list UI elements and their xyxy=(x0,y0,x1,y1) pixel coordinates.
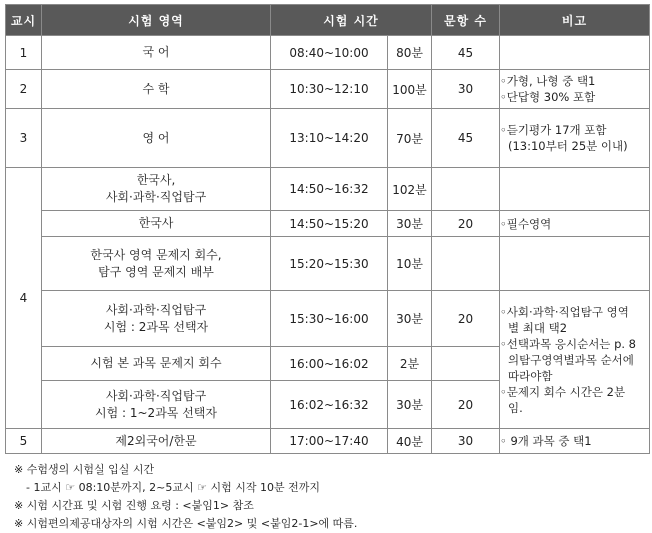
table-header-row xyxy=(6,5,650,36)
footnote-accommodation: ※ 시험편의제공대상자의 시험 시간은 <붙임2> 및 <붙임2-1>에 따름. xyxy=(14,517,358,530)
period-cell: 1 xyxy=(6,36,42,70)
duration-cell: 2분 xyxy=(388,347,432,381)
table-row xyxy=(6,109,650,168)
remark-line: 의탐구영역별과목 순서에 xyxy=(508,352,634,367)
area-text: 영 어 xyxy=(142,130,170,145)
footnote-entry-time: ※ 수험생의 시험실 입실 시간 xyxy=(14,463,155,476)
area-cell xyxy=(42,70,271,109)
remark-line: 임. xyxy=(508,400,523,415)
area-text: 사회·과학·직업탐구 xyxy=(105,190,207,204)
questions-cell xyxy=(432,168,500,211)
header-area: 시험 영역 xyxy=(42,5,271,36)
area-text: 국 어 xyxy=(142,45,170,59)
time-cell: 14:50~16:32 xyxy=(271,168,388,211)
questions-cell: 30 xyxy=(432,429,500,454)
time-cell: 15:20~15:30 xyxy=(271,237,388,291)
time-cell: 10:30~12:10 xyxy=(271,70,388,109)
duration-cell: 10분 xyxy=(388,237,432,291)
area-text: 제2외국어/한문 xyxy=(115,433,197,448)
questions-cell: 20 xyxy=(432,291,500,347)
table-row xyxy=(6,429,650,454)
exam-schedule-table xyxy=(5,4,650,454)
period-cell: 5 xyxy=(6,429,42,454)
remark-line: ◦문제지 회수 시간은 2분 xyxy=(500,384,626,399)
remark-line: ◦단답형 30% 포함 xyxy=(500,90,596,104)
area-text: 한국사, xyxy=(136,173,176,187)
period-cell: 3 xyxy=(6,109,42,168)
period-cell: 2 xyxy=(6,70,42,109)
table-row xyxy=(6,168,650,211)
area-cell xyxy=(42,291,271,347)
footnotes xyxy=(14,461,357,533)
time-cell: 16:00~16:02 xyxy=(271,347,388,381)
duration-cell: 30분 xyxy=(388,291,432,347)
table-row xyxy=(6,237,650,291)
table-row xyxy=(6,211,650,237)
questions-cell: 20 xyxy=(432,381,500,429)
area-text: 사회·과학·직업탐구 xyxy=(105,388,207,403)
area-cell xyxy=(42,429,271,454)
remarks-cell xyxy=(500,291,650,429)
questions-cell: 45 xyxy=(432,109,500,168)
remark-line: (13:10부터 25분 이내) xyxy=(508,139,628,153)
header-questions: 문항 수 xyxy=(432,5,500,36)
area-text: 시험 : 1~2과목 선택자 xyxy=(95,405,217,420)
questions-cell xyxy=(432,237,500,291)
remark-line: 별 최대 택2 xyxy=(508,320,568,335)
table-row xyxy=(6,291,650,347)
duration-cell: 80분 xyxy=(388,36,432,70)
duration-cell: 30분 xyxy=(388,381,432,429)
area-cell xyxy=(42,36,271,70)
remark-line: ◦선택과목 응시순서는 p. 8 xyxy=(500,336,637,351)
duration-cell: 40분 xyxy=(388,429,432,454)
header-period: 교시 xyxy=(6,5,42,36)
area-cell xyxy=(42,211,271,237)
area-text: 사회·과학·직업탐구 xyxy=(105,302,207,317)
area-text: 한국사 xyxy=(138,216,174,230)
remarks-cell xyxy=(500,211,650,237)
header-time: 시험 시간 xyxy=(271,5,432,36)
area-cell xyxy=(42,109,271,168)
area-cell xyxy=(42,168,271,211)
remarks-cell xyxy=(500,70,650,109)
area-text: 한국사 영역 문제지 회수, xyxy=(90,247,222,262)
remarks-cell xyxy=(500,168,650,211)
table-row xyxy=(6,36,650,70)
area-text: 시험 : 2과목 선택자 xyxy=(103,319,209,334)
time-cell: 08:40~10:00 xyxy=(271,36,388,70)
time-cell: 13:10~14:20 xyxy=(271,109,388,168)
time-cell: 14:50~15:20 xyxy=(271,211,388,237)
area-cell xyxy=(42,347,271,381)
remarks-cell xyxy=(500,109,650,168)
questions-cell: 30 xyxy=(432,70,500,109)
duration-cell: 70분 xyxy=(388,109,432,168)
area-cell xyxy=(42,381,271,429)
questions-cell: 20 xyxy=(432,211,500,237)
questions-cell: 45 xyxy=(432,36,500,70)
duration-cell: 100분 xyxy=(388,70,432,109)
footnote-entry-time-detail: - 1교시 ☞ 08:10분까지, 2~5교시 ☞ 시험 시작 10분 전까지 xyxy=(26,481,320,494)
duration-cell: 102분 xyxy=(388,168,432,211)
period-cell: 4 xyxy=(6,168,42,429)
area-text: 수 학 xyxy=(142,81,170,96)
duration-cell: 30분 xyxy=(388,211,432,237)
header-remarks: 비고 xyxy=(500,5,650,36)
questions-cell xyxy=(432,347,500,381)
remark-line: ◦필수영역 xyxy=(500,216,552,231)
remark-line: ◦듣기평가 17개 포함 xyxy=(500,123,607,137)
remark-line: 따라야함 xyxy=(508,368,553,383)
remarks-cell xyxy=(500,237,650,291)
time-cell: 17:00~17:40 xyxy=(271,429,388,454)
remarks-cell xyxy=(500,36,650,70)
remark-line: ◦ 9개 과목 중 택1 xyxy=(500,434,592,448)
remark-line: ◦가형, 나형 중 택1 xyxy=(500,74,596,88)
time-cell: 15:30~16:00 xyxy=(271,291,388,347)
area-text: 시험 본 과목 문제지 회수 xyxy=(90,356,222,370)
footnote-schedule-ref: ※ 시험 시간표 및 시험 진행 요령 : <붙임1> 참조 xyxy=(14,499,254,512)
area-text: 탐구 영역 문제지 배부 xyxy=(98,264,214,279)
time-cell: 16:02~16:32 xyxy=(271,381,388,429)
remarks-cell xyxy=(500,429,650,454)
table-row xyxy=(6,70,650,109)
area-cell xyxy=(42,237,271,291)
remark-line: ◦사회·과학·직업탐구 영역 xyxy=(500,304,629,319)
